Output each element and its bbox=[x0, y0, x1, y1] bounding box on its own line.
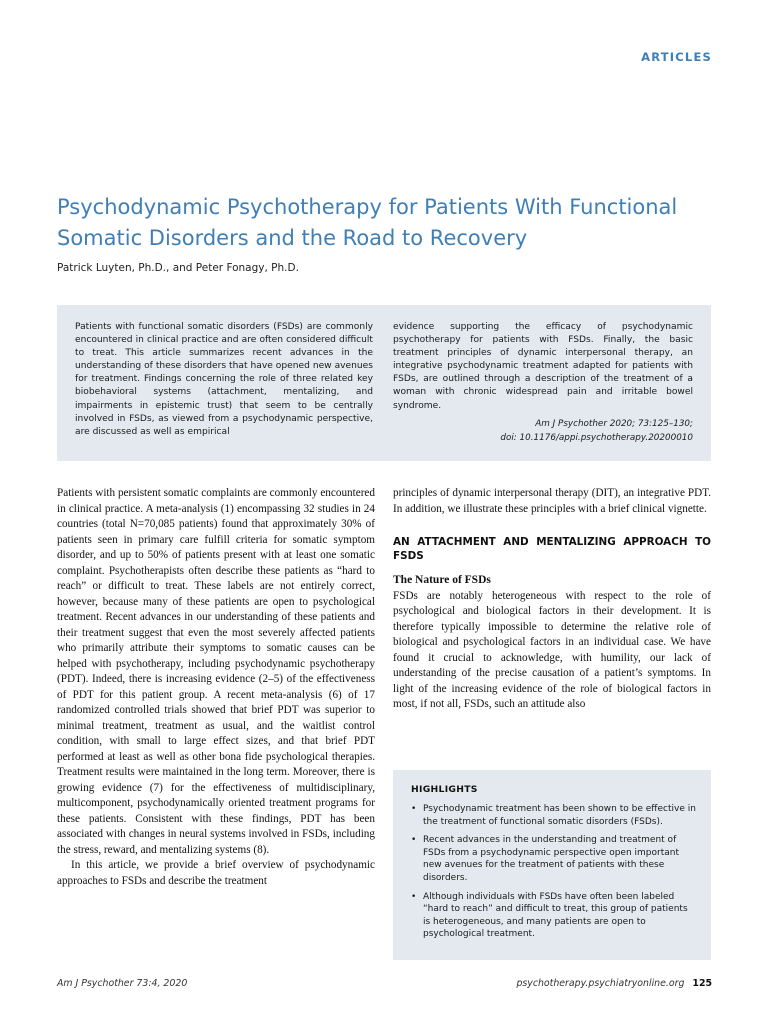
body-column-left bbox=[57, 486, 375, 889]
body-paragraph: In this article, we provide a brief overview of psychodynamic approaches to FSDs and describe the treatment bbox=[57, 859, 375, 887]
highlight-item bbox=[411, 891, 697, 941]
highlights-title: HIGHLIGHTS bbox=[411, 784, 478, 795]
section-heading: AN ATTACHMENT AND MENTALIZING APPROACH TO FSDS bbox=[393, 536, 711, 562]
citation bbox=[500, 417, 693, 445]
highlight-text: Recent advances in the understanding and treatment of FSDs from a psychodynamic perspective open important new avenues for the treatment of patients with these disorders. bbox=[423, 835, 679, 883]
highlights-list bbox=[411, 803, 697, 941]
highlight-item bbox=[411, 803, 697, 828]
abstract-text-right: evidence supporting the efficacy of psychodynamic psychotherapy for patients with FSDs. Finally, the basic treatment principles of dynamic interpersonal therapy, an integrative psychodynamic treatment adapted for patients with FSDs, are outlined through a description of the treatment of a woman with chronic widespread pain and irritable bowel syndrome. bbox=[393, 322, 693, 411]
author-list: Patrick Luyten, Ph.D., and Peter Fonagy, Ph.D. bbox=[57, 262, 299, 274]
citation-doi[interactable]: doi: 10.1176/appi.psychotherapy.20200010 bbox=[500, 433, 693, 443]
bullet-icon: • bbox=[411, 891, 417, 902]
abstract-box bbox=[57, 305, 711, 461]
page-number: 125 bbox=[692, 978, 712, 989]
body-column-right bbox=[393, 486, 711, 713]
bullet-icon: • bbox=[411, 804, 417, 814]
bullet-icon: • bbox=[411, 835, 417, 846]
abstract-text-left: Patients with functional somatic disorders (FSDs) are commonly encountered in clinical practice and are often considered difficult to treat. This article summarizes recent advances in the understanding of these disorders that have opened new avenues for treatment. Findings concerning the role of three related key biobehavioral systems (attachment, mentalizing, and impairments in epistemic trust) that seem to be centrally involved in FSDs, as viewed from a psychodynamic perspective, are discussed as well as empirical bbox=[75, 322, 373, 437]
highlight-text: Psychodynamic treatment has been shown to be effective in the treatment of functional somatic disorders (FSDs). bbox=[423, 804, 696, 827]
body-paragraph: Patients with persistent somatic complaints are commonly encountered in clinical practice. A meta-analysis (1) encompassing 32 studies in 24 countries (total N=70,085 patients) found that approximately 30% of patients seen in primary care fulfill criteria for somatic symptom disorder, and up to 50% of patients present with at least one somatic complaint. Psychotherapists often describe these patients as “hard to reach” or difficult to treat. These labels are not entirely correct, however, because many of these patients are open to psychological treatment. Recent advances in our understanding of these patients and their treatment suggest that even the most severely affected patients who primarily attribute their symptoms to somatic causes can be helped with psychotherapy, including psychodynamic psychotherapy (PDT). Indeed, there is increasing evidence (2–5) of the effectiveness of PDT for this patient group. A recent meta-analysis (6) of 17 randomized controlled trials showed that brief PDT was superior to minimal treatment, treatment as usual, and the waitlist control condition, with small to large effect sizes, and that brief PDT performed at least as well as other bona fide psychological therapies. Treatment results were maintained in the long term. Moreover, there is growing evidence (7) for the effectiveness of multidisciplinary, multicomponent, psychodynamically oriented treatment programs for these patients. Consistent with these findings, PDT has been associated with changes in neural systems involved in FSDs, including the stress, reward, and mentalizing systems (8). bbox=[57, 487, 375, 856]
citation-journal: Am J Psychother 2020; 73:125–130; bbox=[535, 419, 693, 429]
subsection-heading: The Nature of FSDs bbox=[393, 574, 491, 586]
article-title: Psychodynamic Psychotherapy for Patients With Functional Somatic Disorders and the Road to Recovery bbox=[57, 195, 678, 250]
highlight-text: Although individuals with FSDs have often been labeled “hard to reach” and difficult to treat, this group of patients is heterogeneous, and many patients are open to psychological treatment. bbox=[423, 891, 688, 940]
footer-right bbox=[516, 978, 712, 989]
body-paragraph: FSDs are notably heterogeneous with respect to the role of psychological and biological factors in their development. It is therefore typically impossible to determine the relative role of biological and psychological factors in an individual case. We have found it crucial to acknowledge, with humility, our lack of understanding of the precise causation of a patient’s symptoms. In light of the increasing evidence of the role of biological factors in most, if not all, FSDs, such an attitude also bbox=[393, 589, 711, 710]
body-paragraph: principles of dynamic interpersonal therapy (DIT), an integrative PDT. In addition, we illustrate these principles with a brief clinical vignette. bbox=[393, 487, 711, 515]
section-label: ARTICLES bbox=[641, 50, 712, 64]
footer-journal: Am J Psychother 73:4, 2020 bbox=[57, 978, 188, 989]
footer-url[interactable]: psychotherapy.psychiatryonline.org bbox=[516, 978, 685, 989]
highlights-box bbox=[393, 770, 711, 960]
highlight-item bbox=[411, 834, 697, 884]
